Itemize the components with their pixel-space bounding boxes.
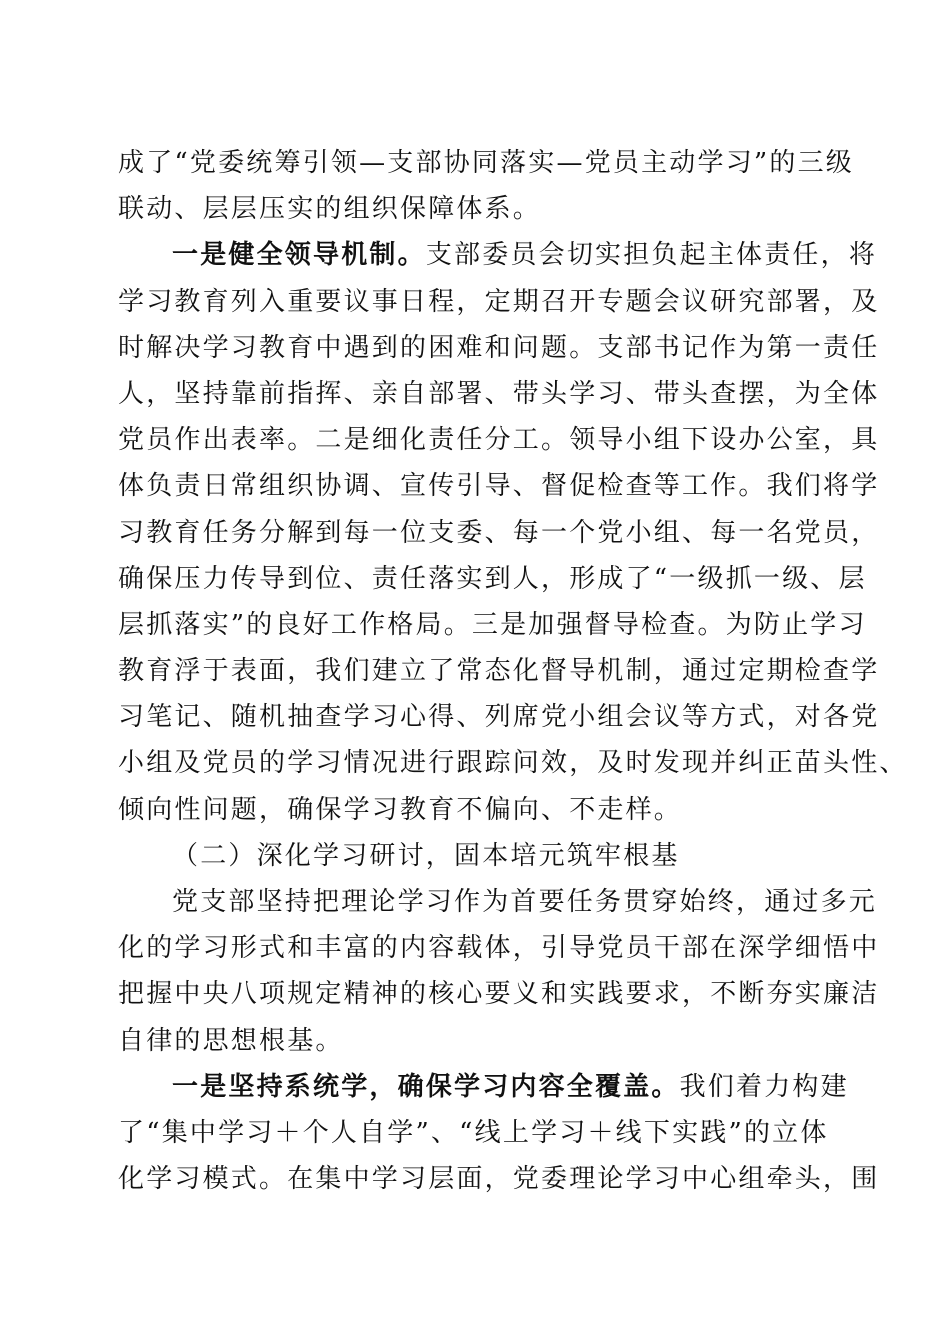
section-heading: （二）深化学习研讨，固本培元筑牢根基 bbox=[172, 840, 680, 871]
text-line: 把握中央八项规定精神的核心要义和实践要求，不断夯实廉洁 bbox=[118, 979, 880, 1010]
text-line: 化学习模式。在集中学习层面，党委理论学习中心组牵头，围 bbox=[118, 1164, 880, 1195]
text-line: 了“集中学习＋个人自学”、“线上学习＋线下实践”的立体 bbox=[118, 1117, 829, 1148]
text-line: 人，坚持靠前指挥、亲自部署、带头学习、带头查摆，为全体 bbox=[118, 378, 880, 409]
text-run: 支部委员会切实担负起主体责任，将 bbox=[425, 240, 878, 271]
text-line: 成了“党委统筹引领—支部协同落实—党员主动学习”的三级 bbox=[118, 148, 854, 178]
text-line: 习笔记、随机抽查学习心得、列席党小组会议等方式，对各党 bbox=[118, 702, 880, 733]
text-line: 体负责日常组织协调、宣传引导、督促检查等工作。我们将学 bbox=[118, 471, 880, 502]
text-line: 习教育任务分解到每一位支委、每一个党小组、每一名党员， bbox=[118, 517, 880, 548]
text-run: 我们着力构建 bbox=[679, 1071, 849, 1102]
paragraph-first-line bbox=[118, 232, 878, 278]
text-line: 学习教育列入重要议事日程，定期召开专题会议研究部署，及 bbox=[118, 286, 880, 317]
text-line: 小组及党员的学习情况进行跟踪问效，及时发现并纠正苗头性、 bbox=[118, 748, 908, 779]
text-line: 层抓落实”的良好工作格局。三是加强督导检查。为防止学习 bbox=[118, 609, 867, 640]
text-line: 倾向性问题，确保学习教育不偏向、不走样。 bbox=[118, 794, 683, 825]
text-line: 党员作出表率。二是细化责任分工。领导小组下设办公室，具 bbox=[118, 425, 880, 456]
text-line: 教育浮于表面，我们建立了常态化督导机制，通过定期检查学 bbox=[118, 656, 880, 687]
bold-lead: 一是健全领导机制。 bbox=[172, 240, 426, 271]
document-page bbox=[118, 140, 908, 1202]
text-line: 时解决学习教育中遇到的困难和问题。支部书记作为第一责任 bbox=[118, 332, 880, 363]
text-line: 自律的思想根基。 bbox=[118, 1025, 344, 1056]
text-line: 化的学习形式和丰富的内容载体，引导党员干部在深学细悟中 bbox=[118, 933, 880, 964]
paragraph-first-line: 党支部坚持把理论学习作为首要任务贯穿始终，通过多元 bbox=[172, 887, 878, 917]
bold-lead: 一是坚持系统学，确保学习内容全覆盖。 bbox=[172, 1071, 680, 1102]
paragraph-first-line bbox=[118, 1064, 848, 1110]
text-line: 确保压力传导到位、责任落实到人，形成了“一级抓一级、层 bbox=[118, 563, 867, 594]
text-line: 联动、层层压实的组织保障体系。 bbox=[118, 194, 542, 225]
